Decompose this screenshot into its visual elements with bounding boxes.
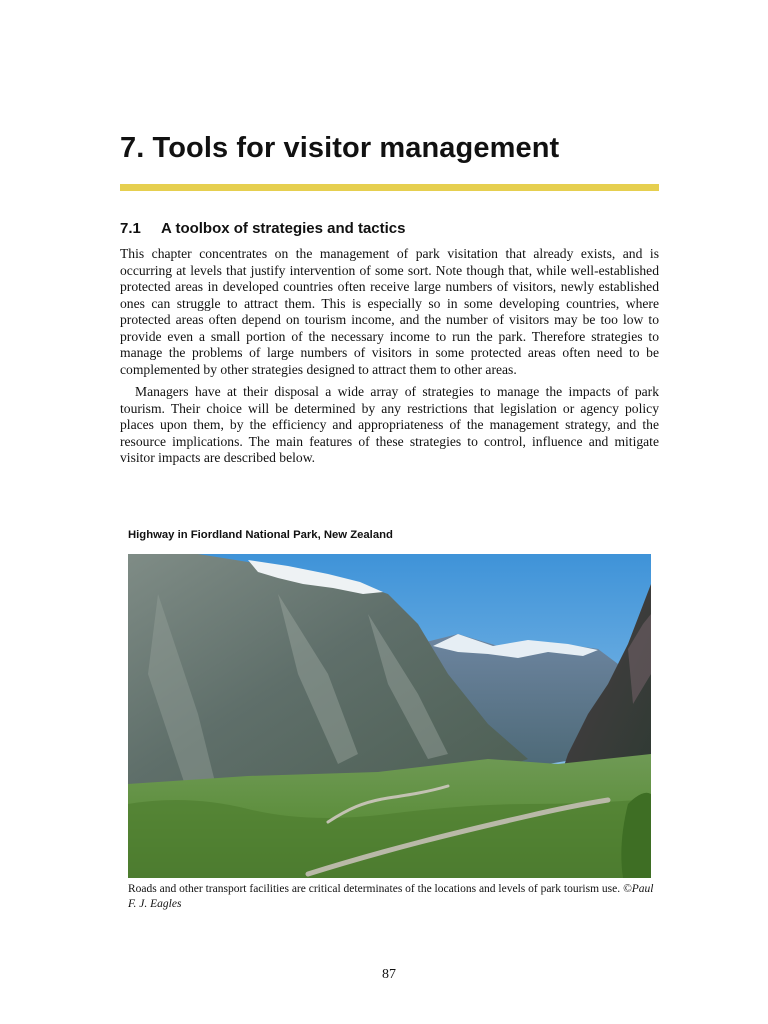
section-heading <box>120 220 406 237</box>
title-rule <box>120 184 659 191</box>
figure-title: Highway in Fiordland National Park, New Zealand <box>128 529 393 541</box>
section-number: 7.1 <box>120 220 141 237</box>
landscape-photo <box>128 554 651 878</box>
photo-caption <box>128 882 658 912</box>
chapter-title: 7. Tools for visitor management <box>120 132 560 164</box>
page-number: 87 <box>382 967 396 982</box>
section-title: A toolbox of strategies and tactics <box>161 220 406 237</box>
body-paragraph-1: This chapter concentrates on the management of park visitation that already exists, and is occurring at levels that justify intervention of some sort. Note though that, while well-established protected areas in developed countries often receive large numbers of visitors, newly established ones can struggle to attract them. This is especially so in some developing countries, where protected areas often depend on tourism income, and the number of visitors may be too low to provide even a small portion of the necessary income to run the park. Therefore strategies to manage the problems of large numbers of visitors in some protected areas often need to be complemented by other strategies designed to attract them to other areas. <box>120 246 659 377</box>
photo-credit: ©Paul F. J. Eagles <box>128 883 654 910</box>
body-paragraph-2: Managers have at their disposal a wide array of strategies to manage the impacts of park tourism. Their choice will be determined by any restrictions that legislation or agency policy places upon them, by the efficiency and appropriateness of the management strategy, and the resource implications. The main features of these strategies to control, influence and mitigate visitor impacts are described below. <box>120 384 659 465</box>
caption-text: Roads and other transport facilities are critical determinates of the locations and levels of park tourism use. <box>128 883 623 895</box>
body-text <box>120 246 659 467</box>
